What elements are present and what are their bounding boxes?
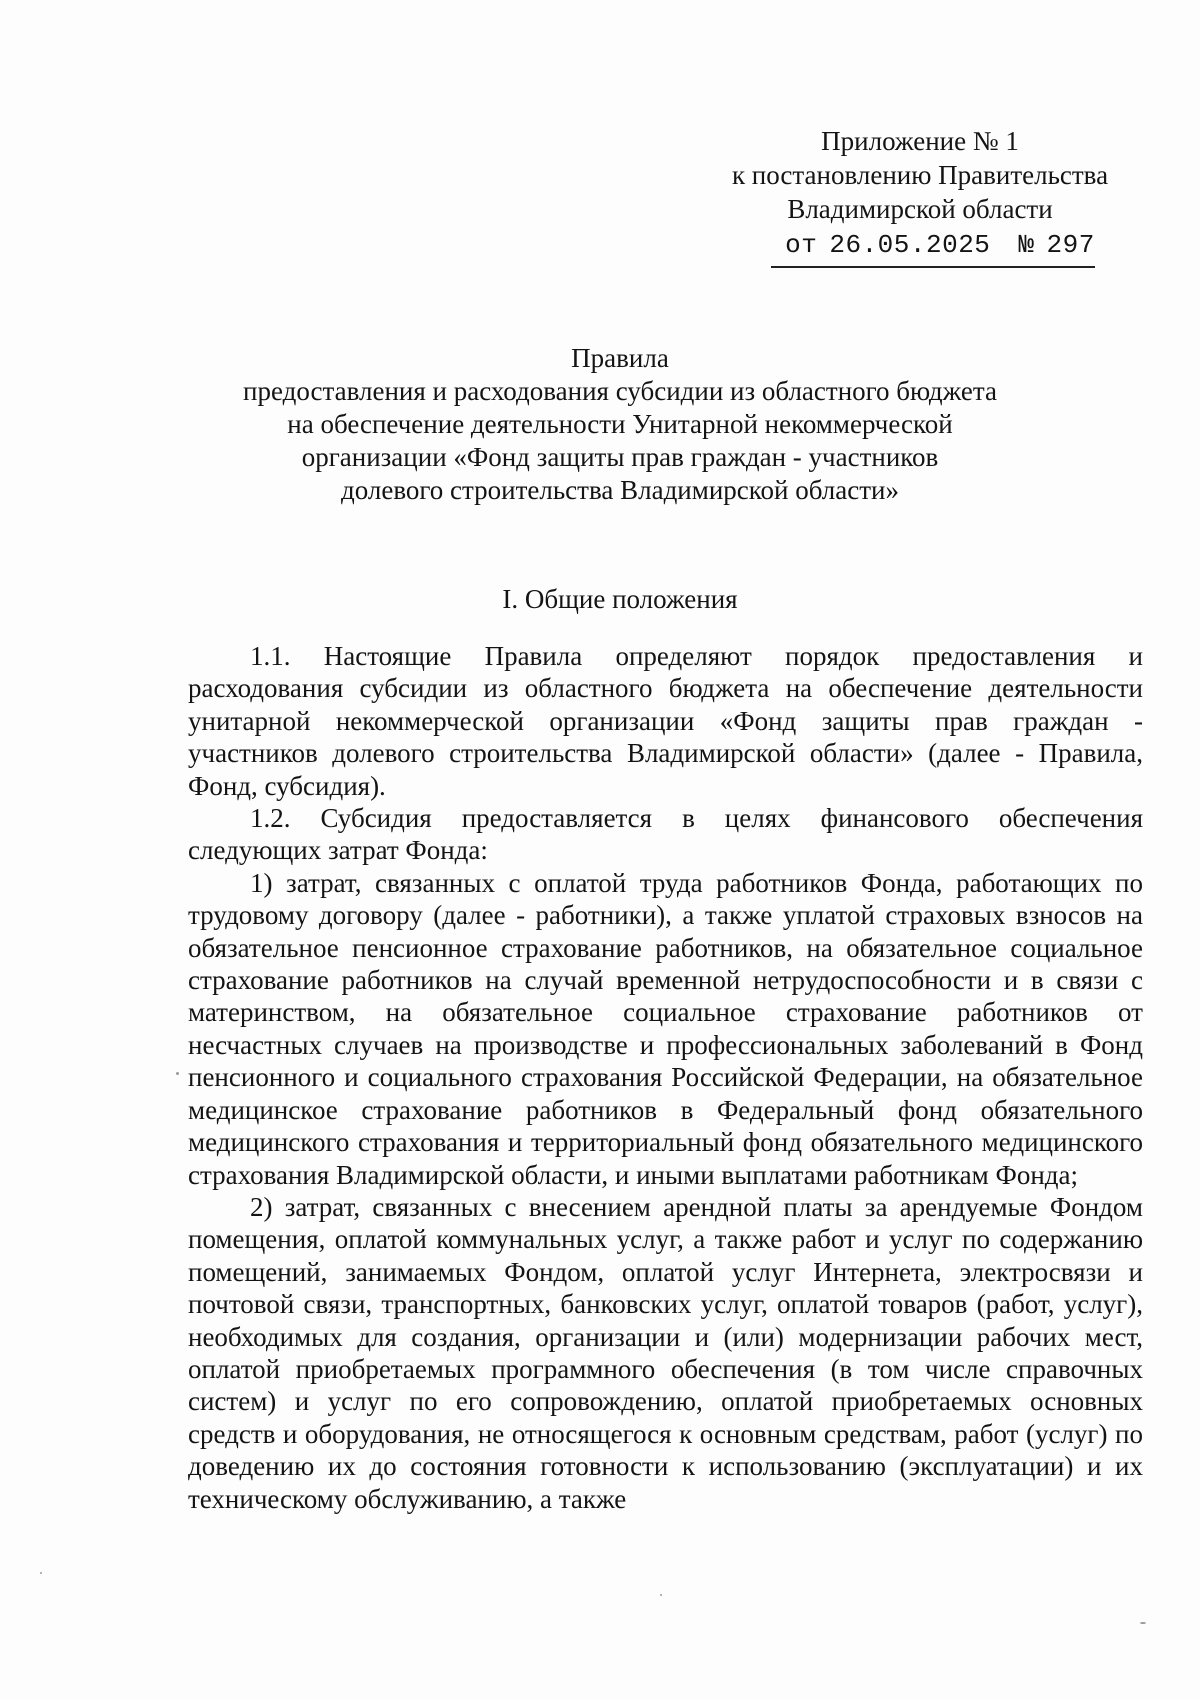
paragraph-1-2: 1.2. Субсидия предоставляется в целях финансового обеспечения следующих затрат Фонда: <box>188 803 1143 866</box>
appendix-line: Владимирской области <box>787 194 1053 224</box>
title-line: организации «Фонд защиты прав граждан - участников <box>301 442 939 472</box>
appendix-line: Приложение № 1 <box>821 126 1019 156</box>
paragraph-1-1: 1.1. Настоящие Правила определяют порядок предоставления и расходования субсидии из областного бюджета на обеспечение деятельности унитарной некоммерческой организации «Фонд защиты прав граждан - участников долевого строительства Владимирской области» (далее - Правила, Фонд, субсидия). <box>188 641 1143 801</box>
title-line: Правила <box>571 343 669 373</box>
stamp-number-sign: № <box>1018 230 1035 260</box>
scan-speck <box>176 1072 179 1075</box>
paragraph-item-1: 1) затрат, связанных с оплатой труда работников Фонда, работающих по трудовому договору (далее - работники), а также уплатой страховых взносов на обязательное пенсионное страхование работников, на обязательное социальное страхование работников на случай временной нетрудоспособности и в связи с материнством, на обязательное социальное страхование работников от несчастных случаев на производстве и профессиональных заболеваний в Фонд пенсионного и социального страхования Российской Федерации, на обязательное медицинское страхование работников в Федеральный фонд обязательного медицинского страхования и территориальный фонд обязательного медицинского страхования Владимирской области, и иными выплатами работникам Фонда; <box>188 867 1143 1190</box>
scan-speck <box>40 1572 42 1574</box>
appendix-header <box>720 124 1120 268</box>
resolution-date-stamp <box>771 228 1095 268</box>
document-title <box>170 342 1070 507</box>
scan-speck <box>660 1594 662 1596</box>
title-line: долевого строительства Владимирской области» <box>341 475 899 505</box>
scan-speck <box>1140 1622 1146 1624</box>
stamp-prefix: от <box>785 230 818 260</box>
stamp-date: 26.05.2025 <box>829 230 991 260</box>
title-line: предоставления и расходования субсидии из областного бюджета <box>243 376 997 406</box>
document-body <box>188 640 1143 1515</box>
title-line: на обеспечение деятельности Унитарной некоммерческой <box>287 409 953 439</box>
stamp-number: 297 <box>1046 230 1095 260</box>
paragraph-item-2: 2) затрат, связанных с внесением арендной платы за арендуемые Фондом помещения, оплатой коммунальных услуг, а также работ и услуг по содержанию помещений, занимаемых Фондом, оплатой услуг Интернета, электросвязи и почтовой связи, транспортных, банковских услуг, оплатой товаров (работ, услуг), необходимых для создания, организации и (или) модернизации рабочих мест, оплатой приобретаемых программного обеспечения (в том числе справочных систем) и услуг по его сопровождению, оплатой приобретаемых основных средств и оборудования, не относящегося к основным средствам, работ (услуг) по доведению их до состояния готовности к использованию (эксплуатации) и их техническому обслуживанию, а также <box>188 1191 1143 1514</box>
appendix-line: к постановлению Правительства <box>731 160 1109 190</box>
section-heading: I. Общие положения <box>502 584 738 614</box>
